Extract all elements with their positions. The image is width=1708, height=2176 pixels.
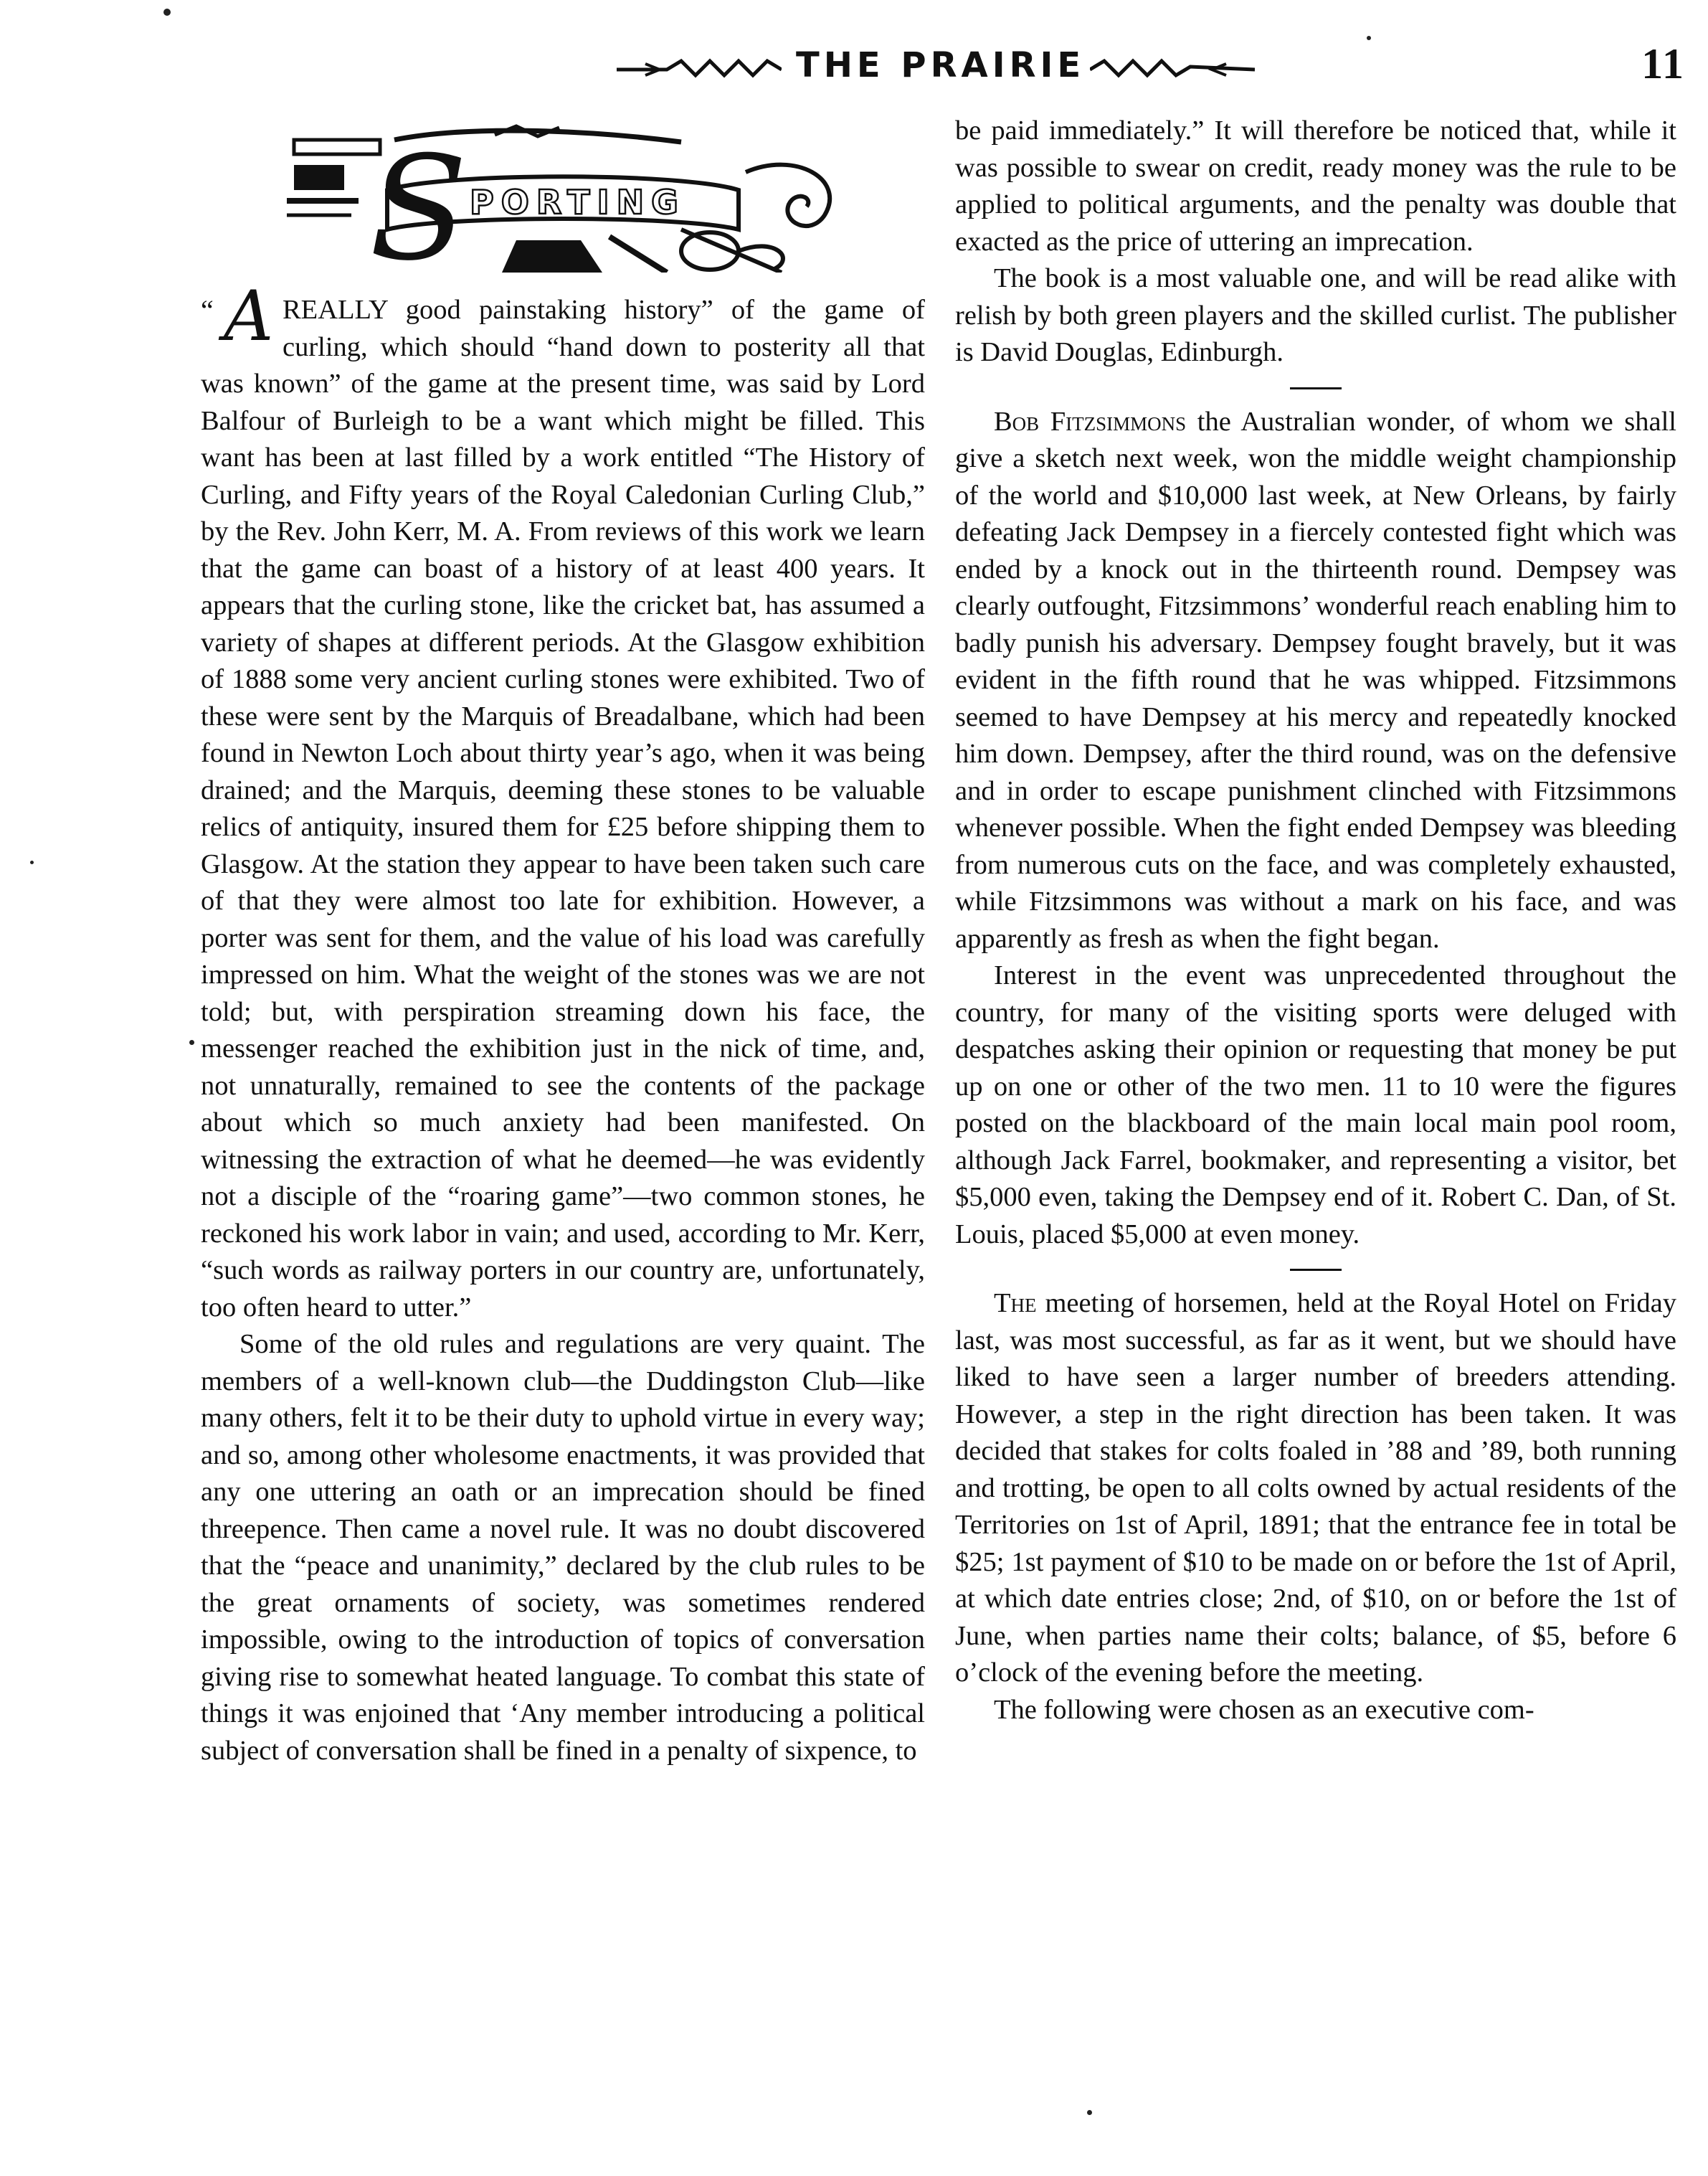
boxing-paragraph-2: Interest in the event was unprecedented throughout the country, for many of the visiting sports were deluged with despatches asking their opinion or requesting that money be put up on one or other of the two men. 11 to 10 were the figures posted on the blackboard of the main local main pool room, although Jack Farrel, bookmaker, and representing a visitor, bet $5,000 even, taking the Dempsey end of it. Robert C. Dan, of St. Louis, placed $5,000 at even money. — [955, 960, 1676, 1249]
section-divider — [1290, 387, 1342, 389]
sporting-masthead — [280, 122, 846, 276]
running-header — [581, 39, 1685, 104]
curling-paragraph-2: Some of the old rules and regulations are very quaint. The members of a well-known club—the Duddingston Club—like many others, felt it to be their duty to uphold virtue in every way; and so, among other wholesome enactments, it was provided that any one uttering an oath or an imprecation should be fined threepence. Then came a novel rule. It was no doubt discovered that the “peace and unanimity,” declared by the club rules to be the great ornaments of society, was sometimes rendered impossible, owing to the introduction of topics of conversation giving rise to somewhat heated language. To combat this state of things it was enjoined that ‘Any member introducing a political subject of conversation shall be fined in a penalty of sixpence, to — [201, 1329, 925, 1766]
horsemen-lead-word: The — [994, 1288, 1037, 1318]
horsemen-paragraph-1-text: meeting of horsemen, held at the Royal Hotel on Friday last, was most successful, as far as it went, but we should have liked to have seen a larger number of breeders attending. However, a step in the right direction has been taken. It was decided that stakes for colts foaled in ’88 and ’89, both running and trotting, be open to all colts owned by actual residents of the Territories on 1st of April, 1891; that the entrance fee in total be $25; 1st payment of $10 to be made on or before the 1st of April, at which date entries close; 2nd, of $10, on or before the 1st of June, when parties name their colts; balance, of $5, before 6 o’clock of the evening before the meeting. — [955, 1288, 1676, 1688]
right-header-ornament-icon — [1090, 54, 1255, 82]
curling-paragraph-1-text: REALLY good painstaking history” of the game of curling, which should “hand down to posterity all that was known” of the game at the present time, was said by Lord Balfour of Burleigh to be a want which might be filled. This want has been at last filled by a work entitled “The History of Curling, and Fifty years of the Royal Caledonian Curling Club,” by the Rev. John Kerr, M. A. From reviews of this work we learn that the game can boast of a history of at least 400 years. It appears that the curling stone, like the cricket bat, has assumed a variety of shapes at different periods. At the Glasgow exhibition of 1888 some very ancient curling stones were exhibited. Two of these were sent by the Marquis of Breadalbane, which had been found in Newton Loch about thirty year’s ago, when it was being drained; and the Marquis, deeming these stones to be valuable relics of antiquity, insured them for £25 before shipping them to Glasgow. At the station they appear to have been taken such care of that they were almost too late for exhibition. However, a porter was sent for them, and the value of his load was carefully impressed on him. What the weight of the stones was we are not told; but, with perspiration streaming down his face, the messenger reached the exhibition just in the nick of time, and, not unnaturally, remained to see the contents of the package about which so much anxiety had been manifested. On witnessing the extraction of what he deemed—he was evidently not a disciple of the “roaring game”—two common stones, he reckoned his work labor in vain; and used, according to Mr. Kerr, “such words as railway porters in our country are, unfortunately, too often heard to utter.” — [201, 295, 925, 1323]
left-header-ornament-icon — [617, 54, 782, 82]
section-divider — [1290, 1269, 1342, 1271]
horsemen-paragraph-2: The following were chosen as an executive com- — [994, 1694, 1534, 1725]
boxing-paragraph-1 — [955, 404, 1676, 958]
sporting-masthead-illustration — [280, 122, 846, 273]
page-number: 11 — [1641, 40, 1685, 87]
publication-title: THE PRAIRIE — [796, 45, 1086, 85]
drop-cap-letter: A — [224, 276, 274, 356]
curling-paragraph-1 — [201, 276, 925, 1326]
masthead-initial: S — [369, 126, 468, 273]
masthead-label: PORTING — [470, 183, 685, 222]
drop-cap — [201, 276, 278, 362]
print-speck — [30, 861, 34, 864]
boxing-lead-name: Bob Fitzsimmons — [994, 406, 1187, 437]
print-speck — [189, 1040, 194, 1045]
left-article-column — [201, 276, 925, 1769]
curling-paragraph-publisher: The book is a most valuable one, and will be read alike with relish by both green players and the skilled curlist. The publisher is David Douglas, Edinburgh. — [955, 263, 1676, 367]
horsemen-paragraph-1 — [955, 1285, 1676, 1692]
print-speck — [1087, 2110, 1092, 2115]
drop-cap-quote: “ — [201, 294, 214, 326]
right-article-column — [955, 113, 1676, 1728]
curling-paragraph-continued: be paid immediately.” It will therefore be noticed that, while it was possible to swear on credit, ready money was the rule to be applied to political arguments, and the penalty was double that exacted as the price of uttering an imprecation. — [955, 115, 1676, 257]
print-speck — [1367, 36, 1371, 40]
print-speck — [163, 9, 171, 16]
boxing-paragraph-1-text: the Australian wonder, of whom we shall give a sketch next week, won the middle weight championship of the world and $10,000 last week, at New Orleans, by fairly defeating Jack Dempsey in a fiercely contested fight which was ended by a knock out in the thirteenth round. Dempsey was clearly outfought, Fitzsimmons’ wonderful reach enabling him to badly punish his adversary. Dempsey fought bravely, but it was evident in the fifth round that he was whipped. Fitzsimmons seemed to have Dempsey at his mercy and repeatedly knocked him down. Dempsey, after the third round, was on the defensive and in order to escape punishment clinched with Fitzsimmons whenever possible. When the fight ended Dempsey was bleeding from numerous cuts on the face, and was completely exhausted, while Fitzsimmons was without a mark on his face, and was apparently as fresh as when the fight began. — [955, 406, 1676, 954]
